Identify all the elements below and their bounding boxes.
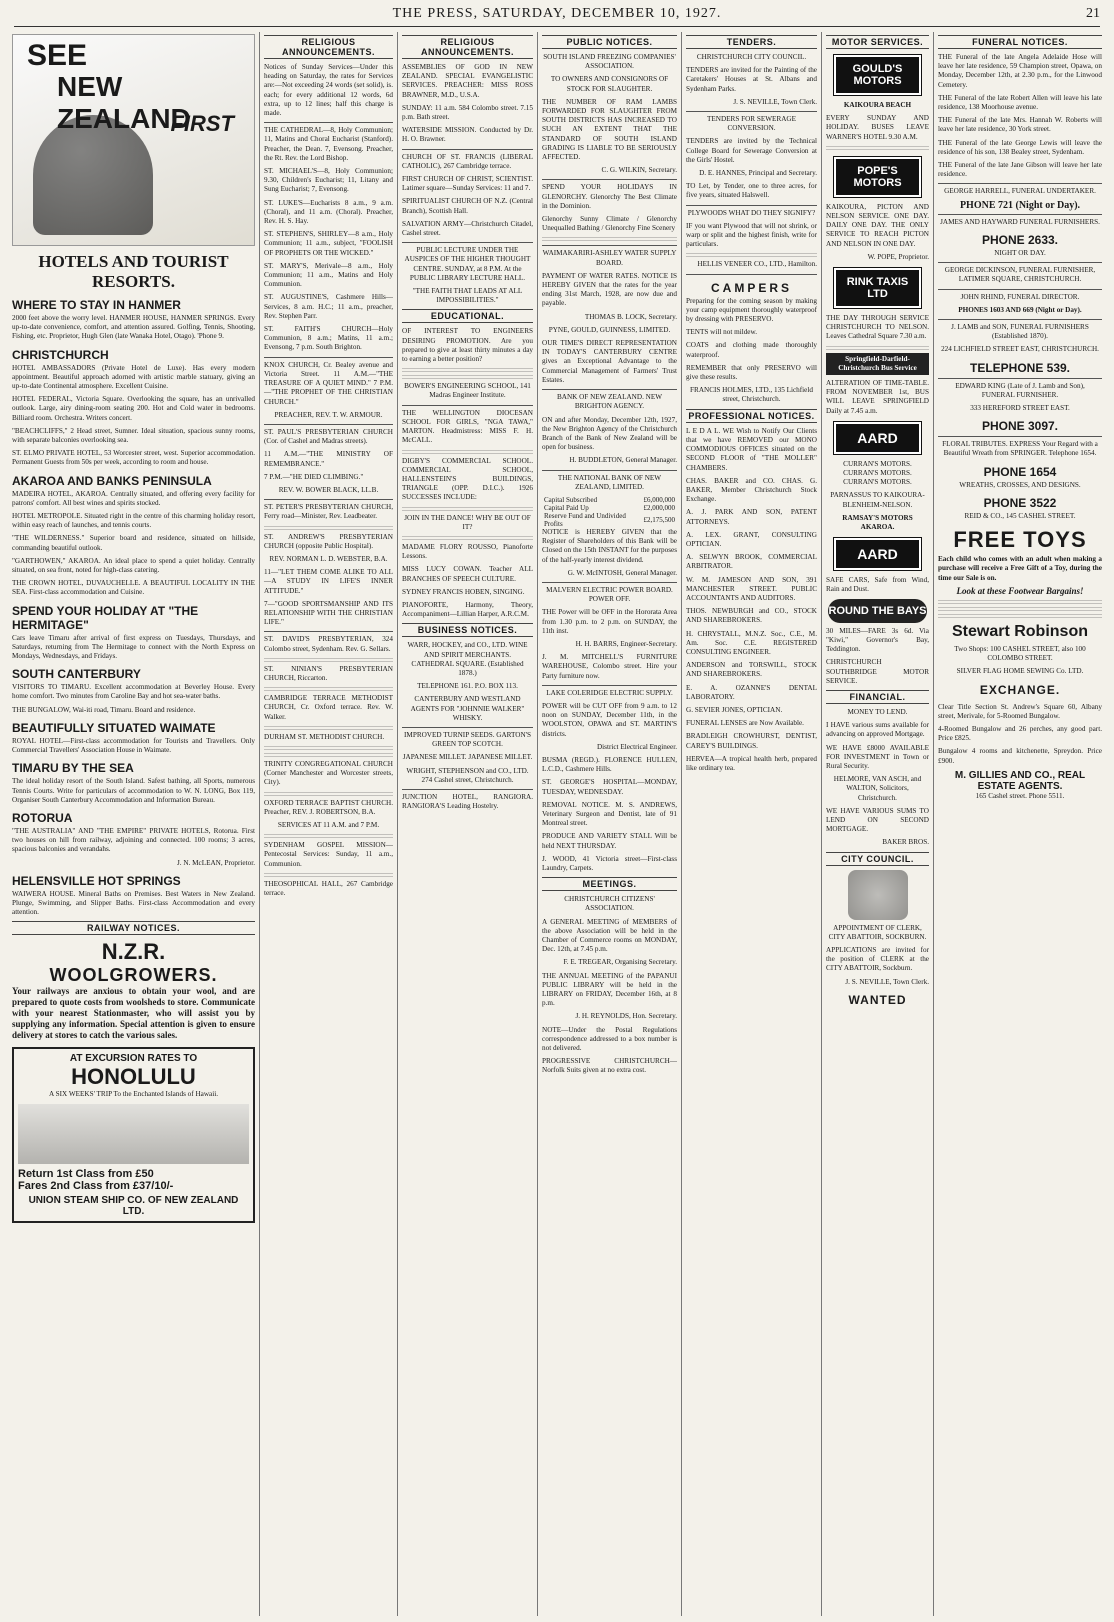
- city-council-heading: CITY COUNCIL.: [826, 852, 929, 866]
- excursion-line: AT EXCURSION RATES TO: [69, 1053, 198, 1065]
- st-lukes-notice: ST. LUKE'S—Eucharists 8 a.m., 9 a.m. (Choral), and 11 a.m. (Choral). Preacher, Rev. H. S. Hay.: [264, 198, 393, 226]
- fare-line-1: Return 1st Class from £50: [18, 1167, 154, 1180]
- money-to-lend: MONEY TO LEND.: [847, 707, 908, 716]
- lamb-address: 224 LICHFIELD STREET EAST, CHRISTCHURCH.: [941, 345, 1099, 354]
- popes-motors-logo: POPE'S MOTORS: [834, 157, 921, 197]
- wellington-school-advert: THE WELLINGTON DIOCESAN SCHOOL FOR GIRLS, "NGA TAWA," MARTON. Headmistress: MISS F. H. McCALL.: [402, 408, 533, 445]
- funeral-lenses-notice: FUNERAL LENSES are Now Available.: [686, 719, 804, 728]
- rotorua-signature: J. N. McLEAN, Proprietor.: [176, 858, 255, 867]
- see-nz-first-advert: [12, 34, 255, 246]
- glenorchy-advert: SPEND YOUR HOLIDAYS IN GLENORCHY. Glenorchy The Best Climate in the Dominion.: [542, 183, 677, 210]
- junction-hotel-advert: JUNCTION HOTEL, RANGIORA. RANGIORA'S Leading Hostelry.: [402, 792, 533, 811]
- financial-heading: FINANCIAL.: [826, 690, 929, 704]
- phone-1654: PHONE 1654: [983, 464, 1057, 479]
- stewart-robinson-address: Two Shops: 100 CASHEL STREET, also 100 COLOMBO STREET.: [954, 644, 1086, 663]
- mitchells-advert: J. M. MITCHELL'S FURNITURE WAREHOUSE, Colombo street. Hire your Party furniture now.: [542, 653, 677, 680]
- column-motor-services: [822, 32, 934, 1616]
- popes-signature: W. POPE, Proprietor.: [867, 252, 929, 261]
- column-hotels: [8, 32, 260, 1616]
- pyne-gould-guinness: PYNE, GOULD, GUINNESS, LIMITED.: [548, 325, 671, 334]
- motor-services-heading: MOTOR SERVICES.: [826, 35, 929, 49]
- freezing-subtitle: TO OWNERS AND CONSIGNORS OF STOCK FOR SLAUGHTER.: [550, 75, 669, 93]
- chrystall-notice: H. CHRYSTALL, M.N.Z. Soc., C.E., M. Am. Soc. C.E. REGISTERED CONSULTING ENGINEER.: [686, 629, 817, 656]
- harrell-undertaker: GEORGE HARRELL, FUNERAL UNDERTAKER.: [944, 187, 1096, 196]
- timaru-heading: TIMARU BY THE SEA: [12, 761, 134, 776]
- dance-advert: JOIN IN THE DANCE! WHY BE OUT OF IT?: [404, 513, 531, 531]
- st-pauls-morning: 11 A.M.—"THE MINISTRY OF REMEMBRANCE.": [264, 450, 393, 468]
- papanui-signature: J. H. REYNOLDS, Hon. Secretary.: [575, 1012, 677, 1021]
- rink-taxis-logo: RINK TAXIS LTD: [834, 268, 921, 308]
- helensville-advert: WAIWERA HOUSE. Mineral Baths on Premises. Best Waters in New Zealand. Plunge, Swimming, and Slipper Baths. First-class Accommodation and every attention.: [12, 889, 255, 917]
- round-the-bays-advert: 30 MILES—FARE 3s 6d. Via "Kiwi," Governor's Bay, Teddington.: [826, 626, 929, 654]
- page-number: 21: [1086, 6, 1100, 21]
- helensville-heading: HELENSVILLE HOT SPRINGS: [12, 873, 181, 888]
- clerk-appointment-text: APPLICATIONS are invited for the position of CLERK at the CITY ABATTOIR, Sockburn.: [826, 945, 929, 973]
- sewerage-tender: TENDERS are invited by the Technical College Board for Sewerage Conversion at the Girls' Hostel.: [686, 137, 817, 164]
- lake-coleridge-heading: LAKE COLERIDGE ELECTRIC SUPPLY.: [546, 688, 673, 697]
- clerk-appointment: APPOINTMENT OF CLERK, CITY ABATTOIR, SOCKBURN.: [828, 923, 927, 941]
- federal-advert: HOTEL FEDERAL, Victoria Square. Overlooking the square, has an unrivalled outlook. Large, airy dining-room seating 200. Hot and Cold water in bedrooms. Billiard room. Orchestra. Writers concert.: [12, 395, 255, 422]
- postal-note: NOTE—Under the Postal Regulations correspondence addressed to a box number is not delivered.: [542, 1025, 677, 1053]
- public-lecture-notice: PUBLIC LECTURE UNDER THE AUSPICES OF THE HIGHER THOUGHT CENTRE. SUNDAY, at 8 P.M. At the PUBLIC LIBRARY LECTURE HALL.: [404, 246, 531, 282]
- hanmer-advert: 2000 feet above the worry level. HANMER HOUSE, HANMER SPRINGS. Every up-to-date convenience, comfort, and attention assured. Golfing, Tennis, Shooting, Fishing, etc. Proprietor, Hugh Glen (late Wanaka Hotel, Otago). 'Phone 9.: [12, 314, 255, 341]
- st-peters-notice: ST. PETER'S PRESBYTERIAN CHURCH, Ferry road—Minister, Rev. Leadbeater.: [264, 503, 393, 521]
- lucy-cowan-advert: MISS LUCY COWAN. Teacher ALL BRANCHES OF SPEECH CULTURE.: [402, 565, 533, 583]
- columns: [8, 32, 1106, 1616]
- digbys-advert: DIGBY'S COMMERCIAL SCHOOL. COMMERCIAL SCHOOL, HALLENSTEIN'S BUILDINGS, TRIANGLE (OPP. D.I.C.). 1926 SUCCESSES INCLUDE:: [402, 456, 533, 502]
- sunday-services-notice: Notices of Sunday Services—Under this heading on Saturday, the rates for Services are:—Not exceeding 24 words (set solid), is. each; for every additional 12 words, 6d extra, up to 12 lines; half this charge is made.: [264, 63, 393, 118]
- public-notices-heading: PUBLIC NOTICES.: [542, 35, 677, 49]
- painting-tender: TENDERS are invited for the Painting of the Caretakers' Houses at St. Albans and Sydenham Parks.: [686, 66, 817, 93]
- st-pauls-evening: 7 P.M.—"HE DIED CLIMBING.": [264, 472, 364, 481]
- salvation-army-notice: SALVATION ARMY—Christchurch Citadel, Cashel street.: [402, 219, 533, 238]
- rotorua-heading: ROTORUA: [12, 810, 73, 825]
- railway-notices-heading: RAILWAY NOTICES.: [12, 921, 255, 935]
- meetings-heading: MEETINGS.: [542, 877, 677, 891]
- city-council-tenders: CHRISTCHURCH CITY COUNCIL.: [696, 53, 807, 61]
- trinity-notice: TRINITY CONGREGATIONAL CHURCH (Corner Manchester and Worcester streets, City).: [264, 759, 393, 787]
- footwear-bargains: Look at these Footwear Bargains!: [956, 585, 1084, 596]
- goulds-subtitle: KAIKOURA BEACH: [843, 101, 912, 109]
- national-bank-heading: THE NATIONAL BANK OF NEW ZEALAND, LIMITED.: [557, 473, 662, 491]
- johnnie-walker-advert: CANTERBURY AND WESTLAND AGENTS FOR "JOHNNIE WALKER" WHISKY.: [410, 695, 525, 722]
- wilderness-advert: "THE WILDERNESS." Superior board and residence, situated on hillside, commanding beautiful outlook.: [12, 534, 255, 552]
- investment-notice: WE HAVE £8000 AVAILABLE FOR INVESTMENT in Town or Rural Security.: [826, 743, 929, 770]
- bank-nz-heading: BANK OF NEW ZEALAND. NEW BRIGHTON AGENCY.: [556, 393, 663, 411]
- rink-taxis-advert: THE DAY THROUGH SERVICE CHRISTCHURCH TO NELSON. Leaves Cathedral Square 7.30 a.m.: [826, 314, 929, 341]
- produce-stall-notice: PRODUCE AND VARIETY STALL Will be held NEXT THURSDAY.: [542, 832, 677, 850]
- dickinson-funeral: GEORGE DICKINSON, FUNERAL FURNISHER, LATIMER SQUARE, CHRISTCHURCH.: [944, 266, 1096, 284]
- fare-line-2: Fares 2nd Class from £37/10/-: [18, 1179, 174, 1192]
- national-bank-signature: G. W. McINTOSH, General Manager.: [567, 568, 677, 577]
- knox-preacher: PREACHER, REV. T. W. ARMOUR.: [274, 410, 383, 419]
- assemblies-sunday: SUNDAY: 11 a.m. 584 Colombo street. 7.15 p.m. Bath street.: [402, 103, 533, 122]
- parnassus-route: PARNASSUS TO KAIKOURA-BLENHEIM-NELSON.: [830, 491, 925, 509]
- hervea-notice: HERVEA—A tropical health herb, prepared like ordinary tea.: [686, 754, 817, 772]
- free-toys-headline: FREE TOYS: [953, 527, 1087, 553]
- silver-flag-advert: SILVER FLAG HOME SEWING Co. LTD.: [956, 667, 1084, 676]
- removal-notice: REMOVAL NOTICE. M. S. ANDREWS, Veterinary Surgeon and Dentist, late of 91 Montreal street.: [542, 800, 677, 828]
- column-religious-1: [260, 32, 398, 1616]
- column-tenders: [682, 32, 822, 1616]
- springfield-bus-banner: Springfield-Darfield-Christchurch Bus Service: [826, 353, 929, 375]
- honolulu-headline: HONOLULU: [71, 1064, 196, 1090]
- gillies-address: 165 Cashel street. Phone 5511.: [975, 791, 1065, 800]
- column-public-notices: [538, 32, 682, 1616]
- chas-baker-notice: CHAS. BAKER and CO. CHAS. G. BAKER, Member Christchurch Stock Exchange.: [686, 476, 817, 504]
- public-lecture-subject: "THE FAITH THAT LEADS AT ALL IMPOSSIBILITIES.": [412, 287, 523, 305]
- japanese-millet-advert: JAPANESE MILLET. JAPANESE MILLET.: [402, 753, 533, 762]
- engineers-advert: OF INTEREST TO ENGINEERS DESIRING PROMOTION. Are you prepared to give at least thirty minutes a day to earning a better position?: [402, 327, 533, 364]
- st-andrews-minister: REV. NORMAN L. D. WEBSTER, B.A.: [269, 554, 388, 563]
- nz-headline: NEW ZEALAND: [57, 71, 191, 134]
- freezing-association: SOUTH ISLAND FREEZING COMPANIES' ASSOCIATION.: [543, 53, 676, 71]
- st-andrews-morning: 11—"LET THEM COME ALIKE TO ALL—A STUDY IN LIFE'S INNER ATTITUDE.": [264, 568, 393, 595]
- newburgh-notice: THOS. NEWBURGH and CO., STOCK AND SHAREBROKERS.: [686, 607, 817, 625]
- coats-line: COATS and clothing made thoroughly waterproof.: [686, 341, 817, 359]
- rhind-phones: PHONES 1603 AND 669 (Night or Day).: [958, 305, 1082, 314]
- round-the-bays-logo: ROUND THE BAYS: [828, 599, 927, 623]
- malvern-signature: H. H. BARRS, Engineer-Secretary.: [575, 639, 677, 648]
- professional-notices-heading: PROFESSIONAL NOTICES.: [686, 409, 817, 423]
- six-weeks-line: A SIX WEEKS' TRIP To the Enchanted Islands of Hawaii.: [48, 1090, 218, 1099]
- bowers-engineering: BOWER'S ENGINEERING SCHOOL, 141 Madras Engineer Institute.: [404, 382, 531, 400]
- christchurch-heading: CHRISTCHURCH: [12, 347, 109, 362]
- st-marys-notice: ST. MARY'S, Merivale—8 a.m., Holy Communion; 11 a.m., Matins and Holy Communion.: [264, 261, 393, 289]
- cambridge-terrace-notice: CAMBRIDGE TERRACE METHODIST CHURCH, Cr. Oxford terrace. Rev. W. Walker.: [264, 694, 393, 721]
- tenders-heading: TENDERS.: [686, 35, 817, 49]
- free-toys-text: Each child who comes with an adult when making a purchase will receive a Free Gift of a Toy, during the time our Sale is on.: [938, 555, 1102, 582]
- plywoods-heading: PLYWOODS WHAT DO THEY SIGNIFY?: [687, 208, 816, 217]
- st-andrews-evening: 7—"GOOD SPORTSMANSHIP AND ITS RELATIONSHIP WITH THE CHRISTIAN LIFE.": [264, 599, 393, 627]
- malvern-heading: MALVERN ELECTRIC POWER BOARD. POWER OFF.: [546, 585, 673, 604]
- sewerage-signature: D. E. HANNES, Principal and Secretary.: [699, 169, 817, 178]
- hermitage-heading: SPEND YOUR HOLIDAY AT "THE HERMITAGE": [12, 603, 199, 632]
- religious-heading-1: RELIGIOUS ANNOUNCEMENTS.: [264, 35, 393, 59]
- to-let-tender: TO Let, by Tender, one to three acres, for five years, situated Halswell.: [686, 182, 817, 200]
- bradleigh-notice: BRADLEIGH CROWHURST, DENTIST, CAREY'S BUILDINGS.: [686, 732, 817, 750]
- national-bank-notice: NOTICE is HEREBY GIVEN that the Register of Shareholders of this Bank will be Closed on the 15th INSTANT for the purposes of the half-yearly interest dividend.: [542, 527, 677, 564]
- waterside-mission: WATERSIDE MISSION. Conducted by Dr. H. O. Brawner.: [402, 126, 533, 144]
- educational-heading: EDUCATIONAL.: [402, 309, 533, 323]
- plywoods-advert: IF you want Plywood that will not shrink, or warp or split and the highest finish, write for particulars.: [686, 221, 817, 249]
- exchange-listing-1: Clear Title Section St. Andrew's Square 60, Albany street, Merivale, for 5-Roomed Bungalow.: [938, 702, 1102, 720]
- francis-holmes: FRANCIS HOLMES, LTD., 135 Lichfield street, Christchurch.: [690, 386, 813, 404]
- table-row: Capital Subscribed £6,000,000: [544, 495, 675, 504]
- springfield-advert: ALTERATION OF TIME-TABLE. FROM NOVEMBER 1st, BUS WILL LEAVE SPRINGFIELD Daily at 7.45 a.m.: [826, 379, 929, 415]
- column-religious-2: [398, 32, 538, 1616]
- lake-coleridge-notice: POWER will be CUT OFF from 9 a.m. to 12 noon on SUNDAY, December 11th, in the WOOLSTON, OPAWA and ST. MARTIN'S districts.: [542, 701, 677, 738]
- night-or-day: NIGHT OR DAY.: [994, 249, 1046, 258]
- harrell-phone: PHONE 721 (Night or Day).: [959, 199, 1081, 211]
- pianoforte-advert: PIANOFORTE, Harmony, Theory, Accompaniment—Lillian Harper, A.R.C.M.: [402, 600, 533, 619]
- selwyn-brook-notice: A. SELWYN BROOK, COMMERCIAL ARBITRATOR.: [686, 553, 817, 571]
- exchange-listing-3: Bungalow 4 rooms and kitchenette, Spreydon. Price £900.: [938, 747, 1102, 765]
- wright-stephenson-advert: WRIGHT, STEPHENSON and CO., LTD. 274 Cashel street, Christchurch.: [406, 766, 529, 784]
- southbridge-service: CHRISTCHURCH SOUTHBRIDGE MOTOR SERVICE.: [826, 658, 929, 685]
- citizens-meeting-notice: A GENERAL MEETING of MEMBERS of the above Association will be held in the Chamber of Commerce rooms on MONDAY, Dec. 12th, at 7.45 p.m.: [542, 917, 677, 954]
- painting-tender-signature: J. S. NEVILLE, Town Clerk.: [733, 97, 817, 106]
- wood-laundry-notice: J. WOOD, 41 Victoria street—First-class Laundry, Carpets.: [542, 854, 677, 873]
- akaroa-heading: AKAROA AND BANKS PENINSULA: [12, 473, 212, 488]
- table-row: Capital Paid Up £2,000,000: [544, 503, 675, 512]
- funeral-notices-heading: FUNERAL NOTICES.: [938, 35, 1102, 49]
- city-crest-icon: [848, 870, 908, 920]
- column-funeral-notices: [934, 32, 1106, 1616]
- stewart-robinson-logo: Stewart Robinson: [951, 622, 1088, 640]
- jameson-notice: W. M. JAMESON AND SON, 391 MANCHESTER STREET. PUBLIC ACCOUNTANTS AND AUDITORS.: [686, 575, 817, 602]
- st-ninians-notice: ST. NINIAN'S PRESBYTERIAN CHURCH, Riccarton.: [264, 664, 393, 682]
- warr-hockey-advert: WARR, HOCKEY, and CO., LTD. WINE AND SPIRIT MERCHANTS. CATHEDRAL SQUARE. (Established 1878.): [407, 641, 528, 677]
- spiritualist-notice: SPIRITUALIST CHURCH OF N.Z. (Central Branch), Scottish Hall.: [402, 197, 533, 215]
- town-clerk-signature: J. S. NEVILLE, Town Clerk.: [845, 977, 929, 986]
- bungalow-advert: THE BUNGALOW, Wai-iti road, Timaru. Board and residence.: [12, 705, 196, 714]
- first-headline: FIRST: [170, 111, 234, 136]
- south-canterbury-advert: VISITORS TO TIMARU. Excellent accommodation at Beverley House. Every home comfort. Two minutes from Caroline Bay and hot sea-water baths.: [12, 683, 255, 701]
- hermitage-advert: Cars leave Timaru after arrival of first express on Tuesdays, Thursdays, and Saturdays, returning from The Hermitage to connect with the North Express on Mondays, Wednesdays, and Fridays.: [12, 633, 255, 661]
- stelmo-advert: ST. ELMO PRIVATE HOTEL, 53 Worcester street, west. Superior accommodation. Permanent Guests from 50s per week, according to room and house.: [12, 449, 255, 467]
- veneer-company: HELLIS VENEER CO., LTD., Hamilton.: [697, 260, 817, 269]
- honolulu-advert: [12, 1047, 255, 1222]
- rhind-funeral: JOHN RHIND, FUNERAL DIRECTOR.: [960, 292, 1080, 301]
- st-davids-notice: ST. DAVID'S PRESBYTERIAN, 324 Colombo street, Sydenham. Rev. G. Sellars.: [264, 635, 393, 653]
- trust-estates-notice: OUR TIME'S DIRECT REPRESENTATION IN TODAY'S CANTERBURY CENTRE gives an Exceptional Advantage to the Commercial Management of Farmers' Trust Estates.: [542, 339, 677, 384]
- lamb-son: J. LAMB and SON, FUNERAL FURNISHERS (Established 1870).: [951, 323, 1089, 341]
- cathedral-notice: THE CATHEDRAL—8, Holy Communion; 11, Matins and Choral Eucharist (Stanford). Preacher, the Dean. 7, Evensong. Preacher, the Rt. Rev. the Lord Bishop.: [264, 126, 393, 162]
- st-andrews-notice: ST. ANDREW'S PRESBYTERIAN CHURCH (opposite Public Hospital).: [264, 532, 393, 550]
- tents-line: TENTS will not mildew.: [686, 328, 758, 337]
- king-address: 333 HEREFORD STREET EAST.: [970, 404, 1070, 413]
- sevier-jones-notice: G. SEVIER JONES, OPTICIAN.: [686, 705, 783, 714]
- water-rates-signature: THOMAS B. LOCK, Secretary.: [584, 312, 677, 321]
- religious-heading-2: RELIGIOUS ANNOUNCEMENTS.: [402, 35, 533, 59]
- ozanne-dental-notice: E. A. OZANNE'S DENTAL LABORATORY.: [686, 683, 817, 701]
- citizens-association: CHRISTCHURCH CITIZENS' ASSOCIATION.: [564, 895, 655, 913]
- nzr-logo: N.Z.R.: [101, 939, 166, 965]
- progressive-christchurch: PROGRESSIVE CHRISTCHURCH—Norfolk Suits given at no extra cost.: [542, 1057, 677, 1075]
- union-steam-ship-footer: UNION STEAM SHIP CO. OF NEW ZEALAND LTD.: [28, 1194, 239, 1217]
- sydney-hoben-advert: SYDNEY FRANCIS HOBEN, SINGING.: [402, 587, 525, 596]
- wanted-heading: WANTED: [848, 992, 907, 1007]
- garthowen-advert: "GARTHOWEN," AKAROA. An ideal place to spend a quiet holiday. Centrally situated, on sea front, noted for high-class catering.: [12, 556, 255, 575]
- second-mortgage-notice: WE HAVE VARIOUS SUMS TO LEND ON SECOND MORTGAGE.: [826, 806, 929, 834]
- rotorua-advert: "THE AUSTRALIA" AND "THE EMPIRE" PRIVATE HOTELS, Rotorua. First two houses on hill from railway, adjoining and connected. 100 rooms; 3 acres, spacious balconies and verandahs.: [12, 826, 255, 854]
- hanmer-heading: WHERE TO STAY IN HANMER: [12, 298, 181, 312]
- papanui-library-notice: THE ANNUAL MEETING of the PAPANUI PUBLIC LIBRARY will be held in the LIBRARY on FRIDAY, December 16th, at 8 p.m.: [542, 971, 677, 1008]
- money-to-lend-text: I HAVE various sums available for advancing on approved Mortgage.: [826, 721, 929, 739]
- grant-optician-notice: A. LEX. GRANT, CONSULTING OPTICIAN.: [686, 530, 817, 548]
- masthead-title: THE PRESS, SATURDAY, DECEMBER 10, 1927.: [392, 6, 722, 21]
- beachcliffs-advert: "BEACHCLIFFS," 2 Head street, Sumner. Ideal situation, spacious sunny rooms, with separate balconies overlooking sea.: [12, 426, 255, 445]
- turnip-seeds-advert: IMPROVED TURNIP SEEDS. GARTON'S GREEN TOP SCOTCH.: [404, 730, 531, 749]
- goulds-advert: EVERY SUNDAY AND HOLIDAY. BUSES LEAVE WARNER'S HOTEL 9.30 A.M.: [826, 114, 929, 141]
- st-faiths-notice: ST. FAITH'S CHURCH—Holy Communion, 8 a.m.; Matins, 11 a.m.; Evensong, 7 p.m. South Brighton.: [264, 325, 393, 352]
- madeira-advert: MADEIRA HOTEL, AKAROA. Centrally situated, and offering every facility for patrons' comfort. All best wines and spirits stocked.: [12, 489, 255, 507]
- funeral-notice-4: THE Funeral of the late George Lewis will leave the residence of his son, 138 Bealey street, Sydenham.: [938, 138, 1102, 156]
- floral-tributes: FLORAL TRIBUTES. EXPRESS Your Regard with a Beautiful Wreath from SPRINGER. Telephone 1654.: [942, 440, 1098, 458]
- st-pauls-minister: REV. W. BOWER BLACK, LL.B.: [278, 485, 379, 494]
- gillies-agents: M. GILLIES AND CO., REAL ESTATE AGENTS.: [954, 769, 1086, 792]
- funeral-notice-3: THE Funeral of the late Mrs. Hannah W. Roberts will leave her late residence, 30 York street.: [938, 116, 1102, 134]
- lake-coleridge-signature: District Electrical Engineer.: [596, 742, 677, 751]
- busma-advert: BUSMA (REGD.). FLORENCE HULLEN, L.C.D., Cashmere Hills.: [542, 755, 677, 774]
- ambassadors-advert: HOTEL AMBASSADORS (Private Hotel de Luxe). Has every modern appointment. Beautiful approach adorned with artistic marble statuary, giving an up-to-date Continental atmosphere. Excellent Cuisine.: [12, 363, 255, 391]
- wreaths-designs: WREATHS, CROSSES, AND DESIGNS.: [959, 480, 1081, 489]
- glenorchy-list: Glenorchy Sunny Climate / Glenorchy Unequalled Bathing / Glenorchy Fine Scenery: [542, 215, 677, 233]
- helmore-solicitors: HELMORE, VAN ASCH, and WALTON, Solicitors, Christchurch.: [833, 775, 922, 802]
- ramsay-motors: RAMSAY'S MOTORS AKAROA.: [842, 513, 913, 532]
- st-stephens-notice: ST. STEPHEN'S, SHIRLEY—8 a.m., Holy Communion; 11 a.m., subject, "FOOLISH OF PROPHETS OR THE WICKED.": [264, 230, 393, 257]
- st-augustines-notice: ST. AUGUSTINE'S, Cashmere Hills—Services, 8 a.m. H.C.; 11 a.m., preacher, Rev. Stephen Parr.: [264, 293, 393, 320]
- assemblies-notice: ASSEMBLIES OF GOD IN NEW ZEALAND. SPECIAL EVANGELISTIC SERVICES. PREACHER: MISS ROSS BRAWNER, M.D., U.S.A.: [402, 63, 533, 99]
- sewerage-heading: TENDERS FOR SEWERAGE CONVERSION.: [706, 115, 797, 133]
- metropole-advert: HOTEL METROPOLE. Situated right in the centre of this charming holiday resort, within easy reach of launches, and tennis courts.: [12, 512, 255, 530]
- funeral-notice-1: THE Funeral of the late Angela Adelaide Hose will leave her late residence, 59 Champion street, Opawa, on Monday, December 12th, at 2.30 p.m., for the Linwood Cemetery.: [938, 53, 1102, 89]
- bank-nz-notice: ON and after Monday, December 12th, 1927, the New Brighton Agency of the Christchurch Branch of the Bank of New Zealand will be open for business.: [542, 415, 677, 452]
- waimate-advert: ROYAL HOTEL—First-class accommodation for Tourists and Travellers. Only Commercial Travellers' Association House in Waimate.: [12, 736, 255, 755]
- business-notices-heading: BUSINESS NOTICES.: [402, 623, 533, 637]
- south-canterbury-heading: SOUTH CANTERBURY: [12, 667, 141, 682]
- theosophical-notice: THEOSOPHICAL HALL, 267 Cambridge terrace.: [264, 879, 393, 898]
- campers-advert: Preparing for the coming season by making your camp equipment thoroughly waterproof by dressing with PRESERVO.: [686, 296, 817, 324]
- baker-bros: BAKER BROS.: [882, 838, 929, 847]
- campers-heading: CAMPERS: [710, 280, 792, 295]
- funeral-notice-2: THE Funeral of the late Robert Allen will leave his late residence, 138 Moorhouse avenue.: [938, 93, 1102, 112]
- waimate-heading: BEAUTIFULLY SITUATED WAIMATE: [12, 720, 216, 735]
- sydenham-mission-notice: SYDENHAM GOSPEL MISSION—Pentecostal Services: Sunday, 11 a.m., Communion.: [264, 841, 393, 868]
- phone-2633: PHONE 2633.: [981, 233, 1059, 248]
- national-bank-capital-table: [542, 496, 677, 528]
- water-rates-notice: PAYMENT OF WATER RATES. NOTICE IS HEREBY GIVEN that the rates for the year ending 31st March, 1928, are now due and payable.: [542, 271, 677, 308]
- masthead: [14, 6, 1100, 27]
- citizens-signature: F. E. TREGEAR, Organising Secretary.: [563, 958, 677, 967]
- goulds-motors-logo: GOULD'S MOTORS: [834, 55, 921, 95]
- aard-logo-2: AARD: [834, 538, 921, 570]
- bank-nz-signature: H. BUDDLETON, General Manager.: [569, 456, 677, 465]
- exchange-listing-2: 4-Roomed Bungalow and 26 perches, any good part. Price £825.: [938, 724, 1102, 743]
- knox-church-notice: KNOX CHURCH, Cr. Bealey avenue and Victoria Street. 11 A.M.—"THE TREASURE OF A QUIET MIND." 7 P.M.—"THE PROPHET OF THE CHRISTIAN CHURCH.": [264, 360, 393, 406]
- exchange-heading: EXCHANGE.: [979, 682, 1061, 697]
- safe-cars-advert: SAFE CARS, Safe from Wind, Rain and Dust.: [826, 576, 929, 594]
- table-row: Reserve Fund and Undivided Profits £2,175,500: [544, 511, 675, 528]
- woolgrowers-text: Your railways are anxious to obtain your wool, and are prepared to quote costs from woolsheds to store. Communicate with your nearest Stationmaster, who will assist you by supplying any information. Special attention is given to ensure delivery at stores to catch the various sales.: [12, 986, 255, 1041]
- woolgrowers-headline: WOOLGROWERS.: [49, 965, 218, 986]
- timaru-advert: The ideal holiday resort of the South Island. Safest bathing, all Sports, numerous Tennis Courts. Write for particulars of accommodation to W. N. LONG, Box 119, Organiser South Canterbury Accommodation and Information Bureau.: [12, 777, 255, 804]
- first-church-christ-notice: FIRST CHURCH OF CHRIST, SCIENTIST. Latimer square—Sunday Services: 11 and 7.: [402, 175, 533, 193]
- see-headline: SEE: [27, 39, 88, 72]
- telephone-539: TELEPHONE 539.: [969, 360, 1071, 375]
- ship-illustration: [18, 1104, 249, 1164]
- st-pauls-notice: ST. PAUL'S PRESBYTERIAN CHURCH (Cor. of Cashel and Madras streets).: [264, 427, 393, 446]
- crown-advert: THE CROWN HOTEL, DUVAUCHELLE. A BEAUTIFUL LOCALITY IN THE SEA. First-class accommodation and Cuisine.: [12, 579, 255, 597]
- aard-logo: AARD: [834, 422, 921, 454]
- warr-telephone: TELEPHONE 161. P.O. BOX 113.: [417, 682, 518, 691]
- james-hayward: JAMES AND HAYWARD FUNERAL FURNISHERS.: [940, 217, 1100, 226]
- freezing-signature: C. G. WILKIN, Secretary.: [601, 166, 677, 175]
- durham-street-notice: DURHAM ST. METHODIST CHURCH.: [264, 732, 385, 741]
- st-francis-notice: CHURCH OF ST. FRANCIS (LIBERAL CATHOLIC), 267 Cambridge terrace.: [402, 152, 533, 170]
- remember-line: REMEMBER that only PRESERVO will give these results.: [686, 363, 817, 382]
- curran-motors: CURRAN'S MOTORS. CURRAN'S MOTORS. CURRAN'S MOTORS.: [843, 459, 912, 487]
- madame-rousso-advert: MADAME FLORY ROUSSO, Pianoforte Lessons.: [402, 542, 533, 561]
- st-georges-advert: ST. GEORGE'S HOSPITAL—MONDAY, TUESDAY, WEDNESDAY.: [542, 778, 677, 796]
- phone-3522: PHONE 3522: [983, 495, 1057, 510]
- services-times: SERVICES AT 11 A.M. and 7 P.M.: [277, 821, 380, 829]
- phone-3097: PHONE 3097.: [981, 419, 1059, 434]
- funeral-notice-5: THE Funeral of the late Jane Gibson will leave her late residence.: [938, 161, 1102, 179]
- oxford-terrace-notice: OXFORD TERRACE BAPTIST CHURCH. Preacher, REV. J. ROBERTSON, B.A.: [264, 798, 393, 816]
- st-michaels-notice: ST. MICHAEL'S—8, Holy Communion; 9.30, Children's Eucharist; 11, Litany and Sung Eucharist; 7, Evensong.: [264, 167, 393, 194]
- popes-advert: KAIKOURA, PICTON AND NELSON SERVICE. ONE DAY. DAILY ONE DAY. THE ONLY SERVICE TO REACH PICTON AND NELSON IN ONE DAY.: [826, 202, 929, 248]
- ledal-notice: L E D A L. WE Wish to Notify Our Clients that we have REMOVED our MONO COMMODIOUS OFFICES situated on the SECOND FLOOR of "THE MOLLER" CHAMBERS.: [686, 426, 817, 472]
- reid-co: REID & CO., 145 CASHEL STREET.: [964, 511, 1076, 520]
- hotels-heading: HOTELS AND TOURIST RESORTS.: [38, 252, 229, 291]
- ram-lambs-notice: THE NUMBER OF RAM LAMBS FORWARDED FOR SLAUGHTER FROM SOUTH DISTRICTS HAS INCREASED TO SUCH AN EXTENT THAT THE STANDARD OF SOUTH ISLAND GRADING IS LIABLE TO BE SERIOUSLY AFFECTED.: [542, 97, 677, 162]
- water-supply-board: WAIMAKARIRI-ASHLEY WATER SUPPLY BOARD.: [542, 249, 677, 267]
- malvern-notice: THE Power will be OFF in the Hororata Area from 1.30 p.m. to 2 p.m. on SUNDAY, the 11th inst.: [542, 608, 677, 635]
- edward-king: EDWARD KING (Late of J. Lamb and Son), FUNERAL FURNISHER.: [955, 381, 1085, 399]
- anderson-notice: ANDERSON and TORSWILL, STOCK AND SHAREBROKERS.: [686, 661, 817, 679]
- park-patent-notice: A. J. PARK AND SON, PATENT ATTORNEYS.: [686, 508, 817, 526]
